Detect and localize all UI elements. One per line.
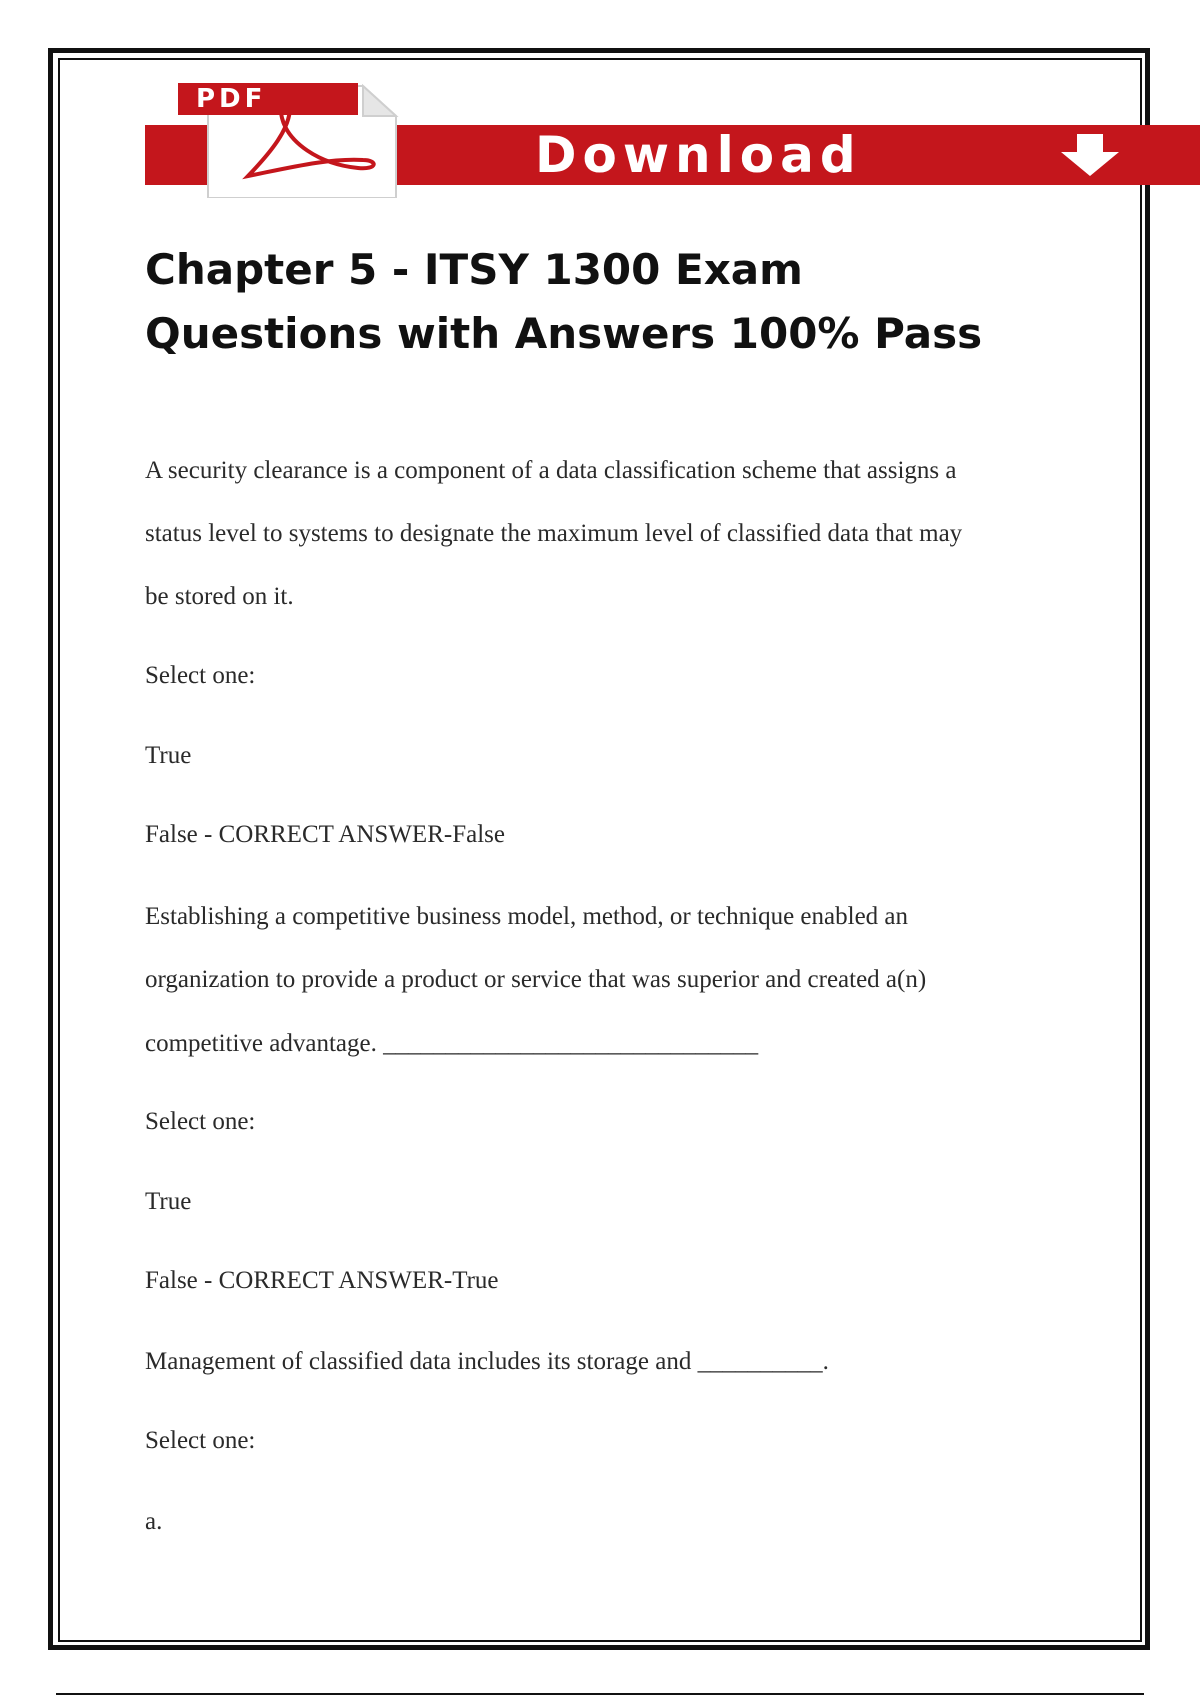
pdf-label: PDF <box>178 83 358 115</box>
question-2-text-line-2: organization to provide a product or service that was superior and created a(n) <box>145 966 927 993</box>
question-1-option-true: True <box>145 742 192 769</box>
question-1-text-line-1: A security clearance is a component of a data classification scheme that assigns a <box>145 457 957 484</box>
question-2-text-line-1: Establishing a competitive business model, method, or technique enabled an <box>145 903 909 930</box>
bottom-divider <box>56 1693 1144 1695</box>
question-1-text-line-2: status level to systems to designate the maximum level of classified data that may <box>145 520 963 547</box>
question-3-prompt: Select one: <box>145 1427 256 1454</box>
acrobat-pdf-icon <box>178 80 408 198</box>
question-3-text-line-1: Management of classified data includes its storage and __________. <box>145 1348 829 1375</box>
download-banner[interactable] <box>145 80 1200 200</box>
title-line-1: Chapter 5 - ITSY 1300 Exam <box>145 245 803 294</box>
question-1-text-line-3: be stored on it. <box>145 583 294 610</box>
question-2-text-line-3: competitive advantage. ______________________________ <box>145 1030 759 1057</box>
question-2-option-true: True <box>145 1188 192 1215</box>
question-1-prompt: Select one: <box>145 662 256 689</box>
question-2-prompt: Select one: <box>145 1108 256 1135</box>
question-1-answer: False - CORRECT ANSWER-False <box>145 821 505 848</box>
title-line-2: Questions with Answers 100% Pass <box>145 309 983 358</box>
download-label[interactable]: Download <box>535 126 862 184</box>
down-arrow-icon[interactable] <box>1055 132 1125 178</box>
question-2-answer: False - CORRECT ANSWER-True <box>145 1267 499 1294</box>
document-title <box>145 238 1095 366</box>
question-3-option-a: a. <box>145 1508 163 1535</box>
